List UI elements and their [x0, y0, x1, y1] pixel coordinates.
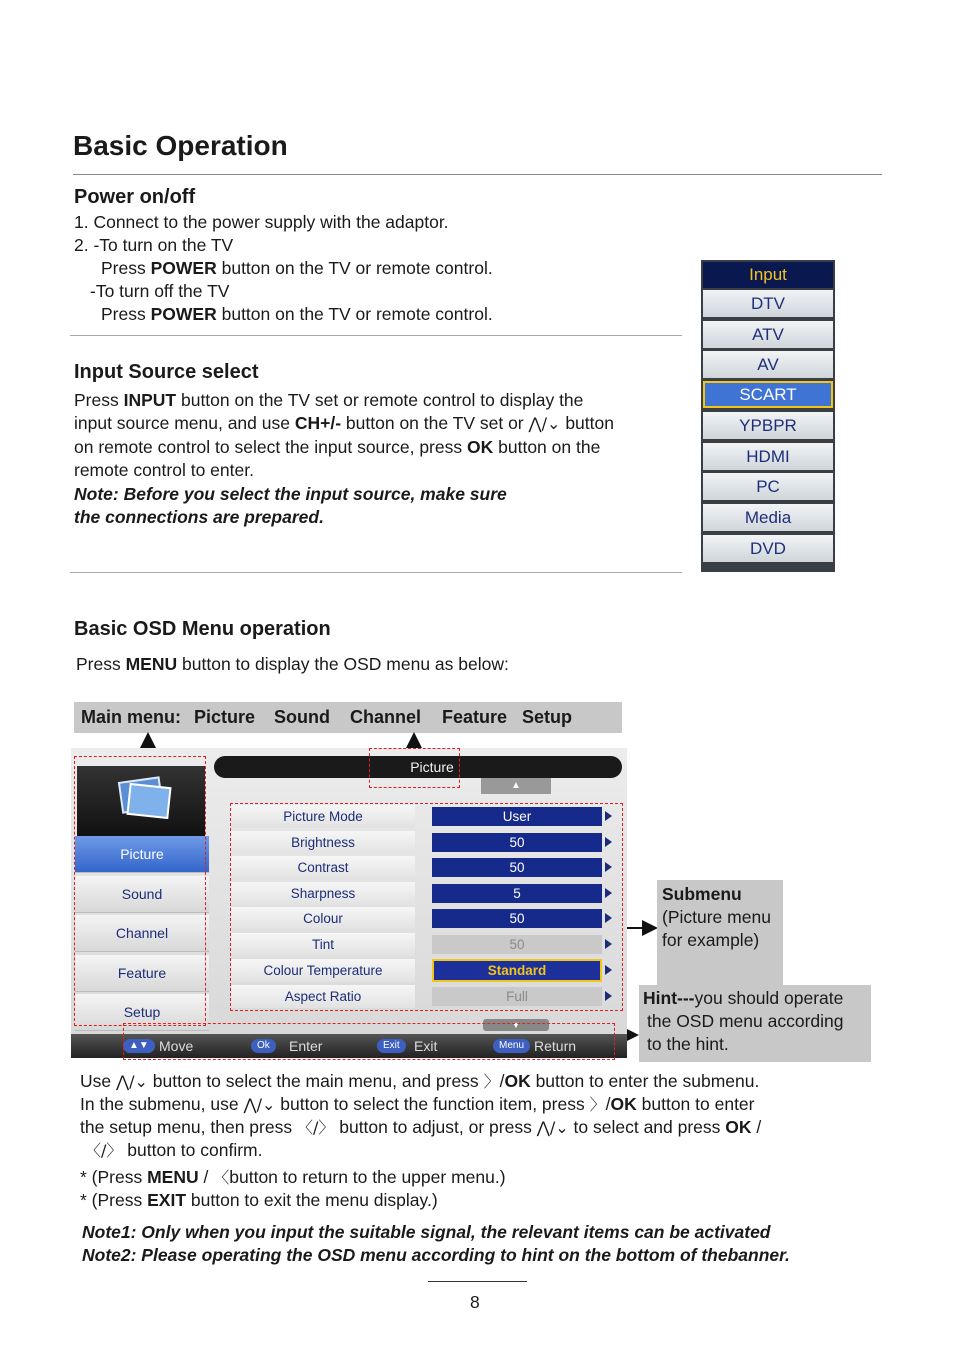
up-down-arrows-icon: ⋀/⌄ [536, 1118, 569, 1137]
row-label-picture-mode: Picture Mode [231, 805, 415, 828]
hint-callout-line-3: to the hint. [647, 1034, 729, 1054]
sidebar-item-setup[interactable]: Setup [75, 994, 209, 1031]
input-item-dvd[interactable]: DVD [703, 535, 833, 562]
exit-note: * (Press EXIT button to exit the menu display.) [80, 1190, 438, 1210]
submenu-callout-line-2: (Picture menu [662, 907, 771, 927]
up-down-arrows-icon: ⋀/⌄ [528, 414, 561, 433]
row-label-brightness: Brightness [231, 831, 415, 854]
left-right-arrows-icon: 〈/〉 [85, 1141, 123, 1160]
power-off-label: -To turn off the TV [90, 281, 230, 301]
chevron-left-icon: 〈 [213, 1168, 230, 1187]
left-right-arrows-icon: 〈/〉 [296, 1118, 335, 1137]
menu-return-note: * (Press MENU / 〈button to return to the upper menu.) [80, 1167, 506, 1187]
sidebar-item-feature[interactable]: Feature [75, 955, 209, 992]
input-para-line-2: input source menu, and use CH+/- button on the TV set or ⋀/⌄ button [74, 413, 614, 433]
press-word: Press [101, 258, 146, 278]
power-step-1: 1. Connect to the power supply with the adaptor. [74, 212, 449, 232]
row-value-brightness[interactable]: 50 [432, 833, 602, 852]
main-menu-picture: Picture [194, 707, 256, 727]
up-down-arrows-icon: ⋀/⌄ [116, 1072, 148, 1091]
sidebar-item-picture[interactable]: Picture [75, 836, 209, 873]
osd-intro: Press MENU button to display the OSD menu as below: [76, 654, 509, 674]
power-key: POWER [150, 304, 217, 324]
input-para-line-3: on remote control to select the input source, press OK button on the [74, 437, 601, 457]
power-key: POWER [150, 258, 217, 278]
row-value-colour-temperature[interactable]: Standard [432, 959, 602, 982]
hint-callout-line-2: the OSD menu according [647, 1011, 844, 1031]
sidebar-item-channel[interactable]: Channel [75, 915, 209, 952]
instruction-line-3: the setup menu, then press 〈/〉 button to adjust, or press ⋀/⌄ to select and press OK / [80, 1117, 762, 1137]
osd-heading: Basic OSD Menu operation [74, 618, 331, 640]
row-label-aspect-ratio: Aspect Ratio [231, 985, 415, 1008]
submenu-callout-line-3: for example) [662, 930, 760, 950]
main-menu-setup: Setup [522, 707, 573, 727]
input-source-heading: Input Source select [74, 361, 259, 383]
row-value-sharpness[interactable]: 5 [432, 884, 602, 903]
input-item-av[interactable]: AV [703, 351, 833, 378]
main-menu-highlight [74, 756, 206, 1026]
page-number: 8 [470, 1292, 480, 1312]
input-para-line-1: Press INPUT button on the TV set or remote control to display the [74, 390, 584, 410]
power-step-2: 2. -To turn on the TV [74, 235, 234, 255]
power-heading: Power on/off [74, 186, 196, 208]
input-item-scart[interactable]: SCART [703, 381, 833, 408]
instruction-line-1: Use ⋀/⌄ button to select the main menu, and press 〉/OK button to enter the submenu. [80, 1071, 760, 1091]
main-menu-label: Main menu: [81, 707, 182, 727]
menu-key-icon: Menu [493, 1039, 530, 1053]
submenu-callout [657, 880, 783, 986]
move-key-icon: ▲▼ [123, 1039, 155, 1053]
input-item-atv[interactable]: ATV [703, 321, 833, 348]
input-item-pc[interactable]: PC [703, 473, 833, 500]
chevron-right-icon: 〉 [483, 1072, 500, 1091]
input-note-line-2: the connections are prepared. [74, 507, 324, 527]
main-menu-sound: Sound [274, 707, 330, 727]
hint-exit: Exit [414, 1038, 438, 1054]
hint-callout [639, 985, 871, 1062]
input-item-ypbpr[interactable]: YPBPR [703, 412, 833, 439]
hint-enter: Enter [289, 1038, 323, 1054]
scroll-down-icon[interactable]: ▼ [483, 1019, 549, 1031]
input-item-dtv[interactable]: DTV [703, 290, 833, 317]
row-label-sharpness: Sharpness [231, 882, 415, 905]
scroll-up-icon[interactable]: ▲ [481, 778, 551, 794]
instruction-line-2: In the submenu, use ⋀/⌄ button to select the function item, press 〉/OK button to enter [80, 1094, 755, 1114]
hint-move: Move [159, 1038, 194, 1054]
main-menu-channel: Channel [350, 707, 422, 727]
row-label-colour: Colour [231, 907, 415, 930]
press-word: Press [101, 304, 146, 324]
hint-callout-title: Hint--- [643, 988, 695, 1008]
input-para-line-4: remote control to enter. [74, 460, 254, 480]
chevron-right-icon: 〉 [589, 1095, 606, 1114]
input-item-media[interactable]: Media [703, 504, 833, 531]
note-2: Note2: Please operating the OSD menu according to hint on the bottom of thebanner. [82, 1245, 790, 1265]
input-note-line-1: Note: Before you select the input source, make sure [74, 484, 507, 504]
page-title: Basic Operation [73, 130, 288, 161]
input-menu-header: Input [703, 262, 833, 288]
title-highlight [369, 748, 460, 788]
row-value-tint: 50 [432, 935, 602, 954]
row-value-picture-mode[interactable]: User [432, 807, 602, 826]
hint-bar-highlight [123, 1023, 615, 1060]
osd-title: Picture [410, 759, 454, 775]
row-value-contrast[interactable]: 50 [432, 858, 602, 877]
up-down-arrows-icon: ⋀/⌄ [243, 1095, 276, 1114]
footer-rule [428, 1281, 527, 1282]
exit-key-icon: Exit [377, 1039, 406, 1053]
row-label-contrast: Contrast [231, 856, 415, 879]
note-1: Note1: Only when you input the suitable signal, the relevant items can be activated [82, 1222, 771, 1242]
row-value-colour[interactable]: 50 [432, 909, 602, 928]
row-label-tint: Tint [231, 933, 415, 956]
sidebar-item-sound[interactable]: Sound [75, 876, 209, 913]
hint-return: Return [534, 1038, 577, 1054]
ok-key-icon: Ok [251, 1039, 276, 1053]
press-rest: button on the TV or remote control. [221, 258, 493, 278]
main-menu-feature: Feature [442, 707, 508, 727]
row-value-aspect-ratio: Full [432, 987, 602, 1006]
hint-callout-line-1: you should operate [694, 988, 844, 1008]
press-rest: button on the TV or remote control. [221, 304, 493, 324]
input-item-hdmi[interactable]: HDMI [703, 443, 833, 470]
submenu-highlight [230, 803, 623, 1011]
instruction-line-4: 〈/〉 button to confirm. [85, 1140, 263, 1160]
row-label-colour-temperature: Colour Temperature [231, 959, 415, 982]
submenu-callout-title: Submenu [662, 884, 742, 904]
